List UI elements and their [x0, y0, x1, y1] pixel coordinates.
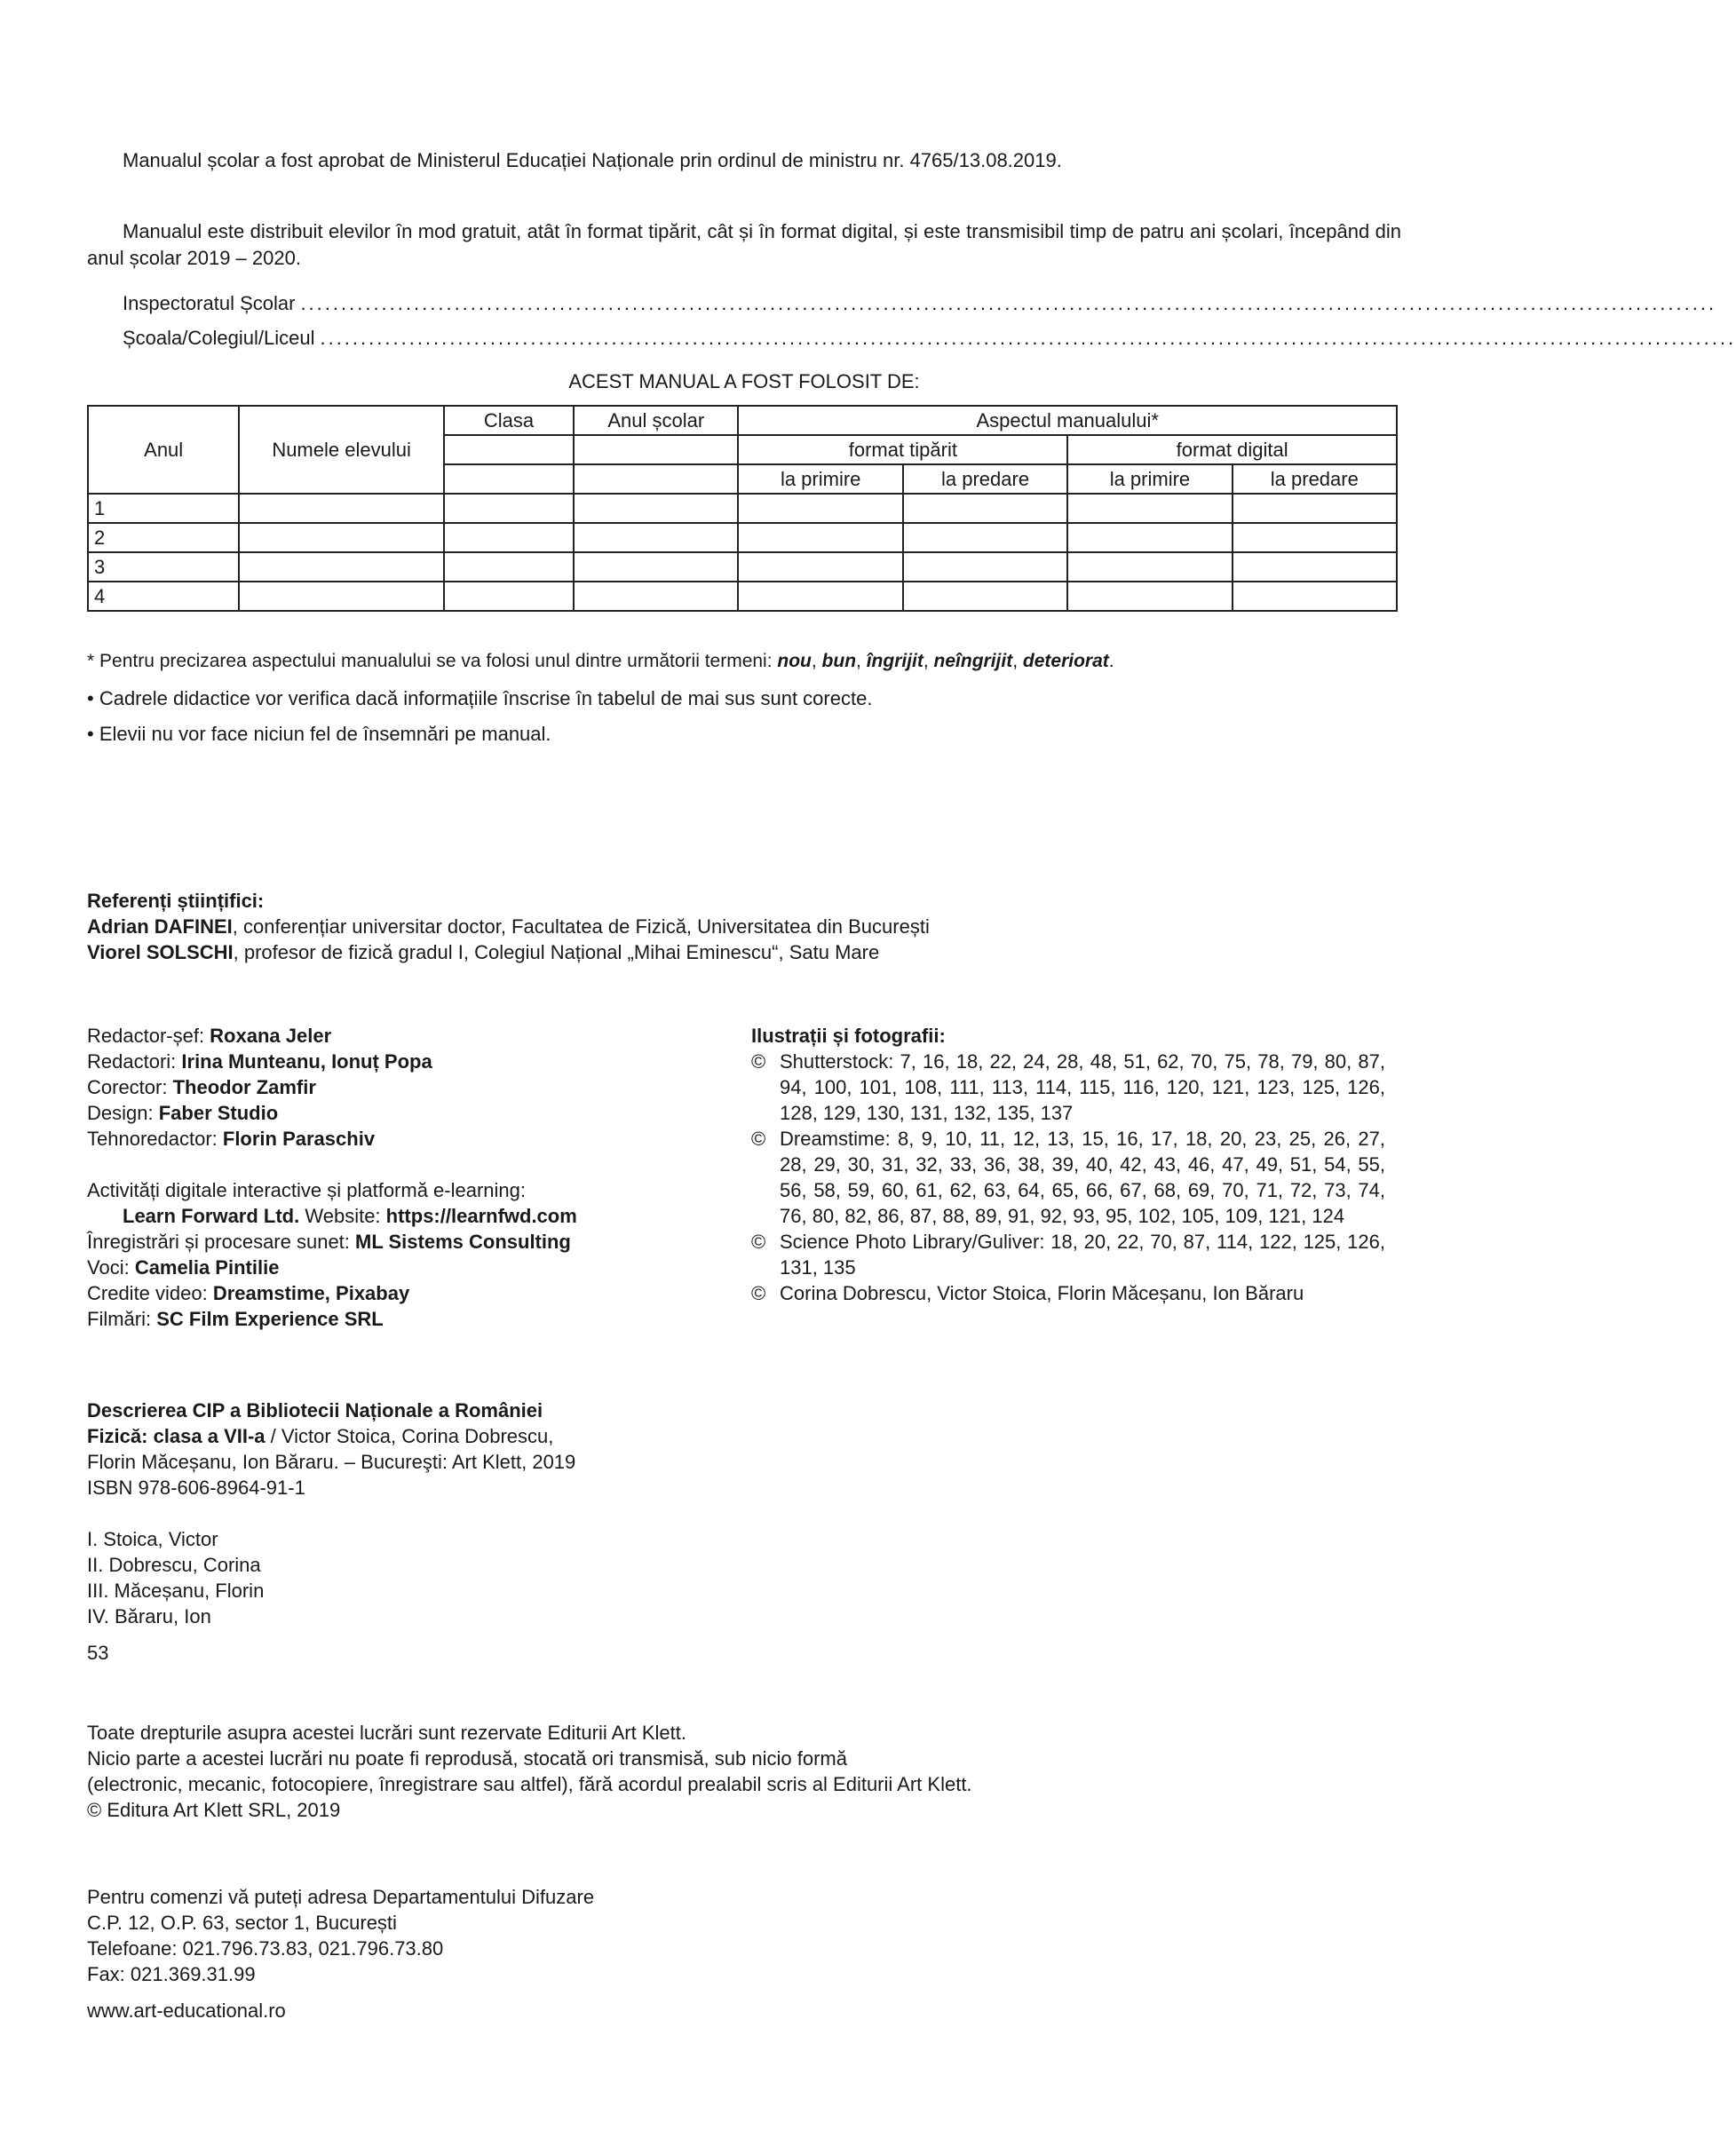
credit-line	[87, 1229, 726, 1255]
orders-line: Telefoane: 021.796.73.83, 021.796.73.80	[87, 1937, 444, 1960]
credit-label: Credite video:	[87, 1282, 213, 1304]
credit-label: Redactori:	[87, 1050, 182, 1073]
editorial-credits	[87, 1023, 726, 1332]
copyright-symbol: ©	[751, 1282, 766, 1304]
header-anul-scolar: Anul școlar	[574, 406, 738, 435]
referees-heading: Referenți științifici:	[87, 890, 265, 912]
orders-line: Pentru comenzi vă puteți adresa Departamentului Difuzare	[87, 1886, 595, 1908]
usage-table	[87, 405, 1398, 612]
referee-name: Viorel SOLSCHI	[87, 941, 234, 963]
row-number: 4	[88, 582, 239, 611]
cip-publisher: Florin Măceșanu, Ion Băraru. – Bucureşti: Art Klett, 2019	[87, 1451, 576, 1473]
bullet-note-1: • Cadrele didactice vor verifica dacă informațiile înscrise în tabelul de mai sus sunt corecte.	[87, 687, 873, 709]
digital-company: Learn Forward Ltd.	[123, 1205, 300, 1227]
website-label: Website:	[299, 1205, 386, 1227]
cip-heading: Descrierea CIP a Bibliotecii Naționale a României	[87, 1399, 543, 1421]
inspectorat-line	[123, 290, 1717, 317]
cip-block	[87, 1398, 726, 1666]
term-deteriorat: deteriorat	[1022, 651, 1109, 671]
bullet-note-2: • Elevii nu vor face niciun fel de însemnări pe manual.	[87, 723, 551, 745]
term-nou: nou	[777, 651, 812, 671]
credit-value: Irina Munteanu, Ionuț Popa	[181, 1050, 432, 1073]
term-ingrijit: îngrijit	[866, 651, 923, 671]
credit-line	[87, 1049, 726, 1074]
digital-website: https://learnfwd.com	[385, 1205, 577, 1227]
credit-label: Filmări:	[87, 1308, 157, 1330]
header-clasa: Clasa	[444, 406, 574, 435]
referee-name: Adrian DAFINEI	[87, 915, 233, 938]
table-row	[88, 523, 1397, 552]
credit-line	[87, 1126, 726, 1152]
illustration-text: Corina Dobrescu, Victor Stoica, Florin Măceșanu, Ion Băraru	[780, 1282, 1304, 1304]
credit-line	[87, 1255, 726, 1280]
approval-text: Manualul școlar a fost aprobat de Ministerul Educației Naționale prin ordinul de ministru nr. 4765/13.08.2019.	[123, 149, 1062, 171]
header-format-tiparit: format tipărit	[738, 435, 1067, 464]
term-neingrijit: neîngrijit	[933, 651, 1013, 671]
rights-line: Toate drepturile asupra acestei lucrări sunt rezervate Editurii Art Klett.	[87, 1722, 686, 1744]
footnote-prefix: * Pentru precizarea aspectului manualului se va folosi unul dintre următorii termeni:	[87, 651, 778, 671]
term-bun: bun	[821, 651, 857, 671]
empty-cell	[574, 435, 738, 464]
header-anul: Anul	[88, 406, 239, 494]
credit-value: ML Sistems Consulting	[355, 1231, 571, 1253]
illustration-item	[751, 1280, 1385, 1306]
illustration-text: Shutterstock: 7, 16, 18, 22, 24, 28, 48, 51, 62, 70, 75, 78, 79, 80, 87, 94, 100, 101, 108, 111, 113, 114, 115, 116, 120, 121, 123, 125, 126, 128, 129, 130, 131, 132, 135, 137	[780, 1050, 1385, 1124]
copyright-symbol: ©	[751, 1050, 766, 1073]
rights-block	[87, 1720, 1330, 1823]
empty-cell	[444, 464, 574, 494]
row-number: 3	[88, 552, 239, 582]
empty-cell	[444, 435, 574, 464]
header-tiparit-predare: la predare	[903, 464, 1067, 494]
referee-desc: , conferențiar universitar doctor, Facultatea de Fizică, Universitatea din București	[232, 915, 930, 938]
credit-line	[87, 1023, 726, 1049]
cip-index-item: III. Măceșanu, Florin	[87, 1580, 265, 1602]
credit-value: Florin Paraschiv	[222, 1128, 376, 1150]
inspectorat-label: Inspectoratul Școlar	[123, 292, 296, 314]
table-title: ACEST MANUAL A FOST FOLOSIT DE:	[568, 370, 920, 392]
credit-value: Camelia Pintilie	[134, 1256, 280, 1279]
header-aspect: Aspectul manualului*	[738, 406, 1397, 435]
scoala-dots: ...............................................................................................................................................................................	[320, 327, 1736, 349]
credit-label: Corector:	[87, 1076, 173, 1098]
table-row	[88, 494, 1397, 523]
cip-index-item: I. Stoica, Victor	[87, 1528, 218, 1550]
row-number: 1	[88, 494, 239, 523]
credit-value: Theodor Zamfir	[172, 1076, 316, 1098]
digital-activities: Activități digitale interactive și platformă e-learning:	[87, 1179, 527, 1201]
credit-value: Roxana Jeler	[210, 1025, 332, 1047]
illustrations-credits	[751, 1023, 1385, 1306]
cip-isbn: ISBN 978-606-8964-91-1	[87, 1477, 305, 1499]
rights-line: (electronic, mecanic, fotocopiere, înregistrare sau altfel), fără acordul prealabil scris al Editurii Art Klett.	[87, 1773, 972, 1795]
footnote-suffix: .	[1108, 651, 1114, 671]
header-digital-predare: la predare	[1233, 464, 1397, 494]
illustration-item	[751, 1126, 1385, 1229]
credit-label: Înregistrări și procesare sunet:	[87, 1231, 356, 1253]
scoala-line	[123, 325, 1736, 352]
orders-line: Fax: 021.369.31.99	[87, 1963, 256, 1985]
credit-value: Faber Studio	[158, 1102, 279, 1124]
header-tiparit-primire: la primire	[738, 464, 902, 494]
cip-classification: 53	[87, 1642, 109, 1664]
credit-label: Redactor-șef:	[87, 1025, 210, 1047]
illustration-text: Dreamstime: 8, 9, 10, 11, 12, 13, 15, 16, 17, 18, 20, 23, 25, 26, 27, 28, 29, 30, 31, 32, 33, 36, 38, 39, 40, 42, 43, 46, 47, 49, 51, 54, 55, 56, 58, 59, 60, 61, 62, 63, 64, 65, 66, 67, 68, 69, 70, 71, 72, 73, 74, 76, 80, 82, 86, 87, 88, 89, 91, 92, 93, 95, 102, 105, 109, 121, 124	[780, 1128, 1385, 1227]
orders-line: C.P. 12, O.P. 63, sector 1, București	[87, 1912, 397, 1934]
inspectorat-dots: ...............................................................................................................................................................................	[300, 292, 1717, 314]
credit-label: Design:	[87, 1102, 159, 1124]
distribution-text: Manualul este distribuit elevilor în mod gratuit, atât în format tipărit, cât și în format digital, și este transmisibil timp de patru ani școlari, începând din anul școlar 2019 – 2020.	[87, 220, 1401, 269]
table-row	[88, 582, 1397, 611]
credit-line	[87, 1100, 726, 1126]
digital-provider	[87, 1203, 726, 1229]
credit-value: SC Film Experience SRL	[156, 1308, 384, 1330]
header-numele: Numele elevului	[239, 406, 443, 494]
credit-label: Voci:	[87, 1256, 135, 1279]
table-row	[88, 552, 1397, 582]
illustration-text: Science Photo Library/Guliver: 18, 20, 22, 70, 87, 114, 122, 125, 126, 131, 135	[780, 1231, 1385, 1279]
credit-line	[87, 1306, 726, 1332]
credit-line	[87, 1074, 726, 1100]
referee-desc: , profesor de fizică gradul I, Colegiul Național „Mihai Eminescu“, Satu Mare	[233, 941, 880, 963]
rights-line: Nicio parte a acestei lucrări nu poate fi reprodusă, stocată ori transmisă, sub nicio formă	[87, 1747, 847, 1770]
orders-block	[87, 1884, 886, 1987]
header-digital-primire: la primire	[1067, 464, 1232, 494]
illustrations-heading: Ilustrații și fotografii:	[751, 1025, 946, 1047]
illustration-item	[751, 1229, 1385, 1280]
copyright-symbol: ©	[751, 1128, 766, 1150]
row-number: 2	[88, 523, 239, 552]
cip-authors: / Victor Stoica, Corina Dobrescu,	[265, 1425, 554, 1447]
rights-line: © Editura Art Klett SRL, 2019	[87, 1799, 341, 1821]
cip-index-item: IV. Băraru, Ion	[87, 1605, 211, 1627]
cip-title: Fizică: clasa a VII-a	[87, 1425, 266, 1447]
cip-index-item: II. Dobrescu, Corina	[87, 1554, 261, 1576]
credit-label: Tehnoredactor:	[87, 1128, 223, 1150]
copyright-symbol: ©	[751, 1231, 766, 1253]
illustration-item	[751, 1049, 1385, 1126]
referees-block	[87, 888, 1330, 965]
empty-cell	[574, 464, 738, 494]
website-link[interactable]: www.art-educational.ro	[87, 2000, 286, 2022]
header-format-digital: format digital	[1067, 435, 1397, 464]
scoala-label: Școala/Colegiul/Liceul	[123, 327, 315, 349]
footnote: * Pentru precizarea aspectului manualului se va folosi unul dintre următorii termeni: nou, bun, îngrijit, neîngrijit, deteriorat.	[87, 651, 1114, 671]
credit-value: Dreamstime, Pixabay	[212, 1282, 410, 1304]
credit-line	[87, 1280, 726, 1306]
